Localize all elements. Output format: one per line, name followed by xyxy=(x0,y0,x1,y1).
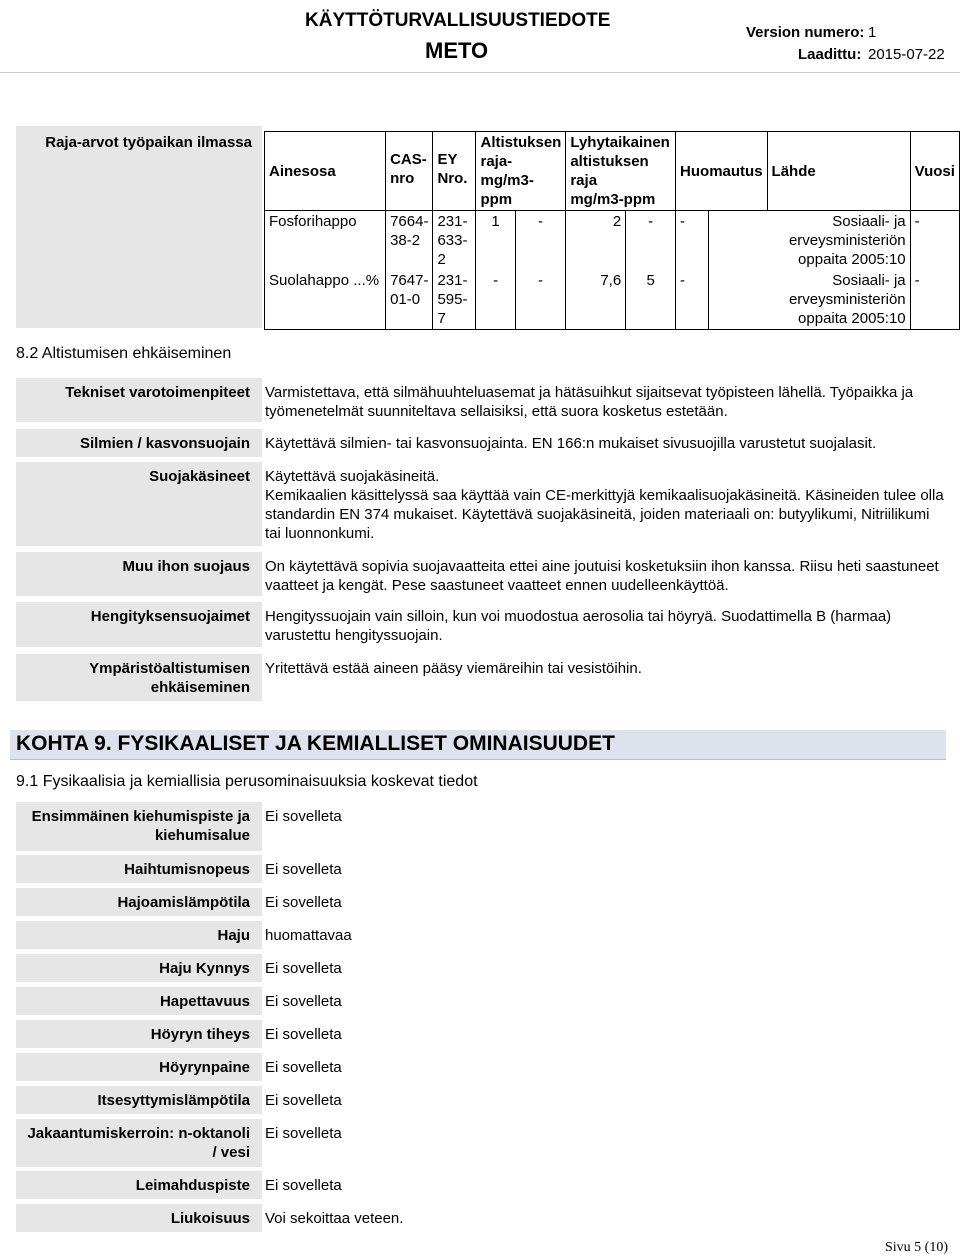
row-short-ppm: - xyxy=(626,211,676,271)
col-cas: CAS- nro xyxy=(386,132,433,211)
col-lyhytaikainen: Lyhytaikainen altistuksen raja mg/m3-ppm xyxy=(566,132,676,211)
property-value: Ei sovelleta xyxy=(265,1125,342,1142)
property-label: Hapettavuus xyxy=(16,987,262,1015)
row-ey: 231- 595- 7 xyxy=(433,270,476,330)
table-row xyxy=(265,270,960,330)
property-label: Haju Kynnys xyxy=(16,954,262,982)
version-value: 1 xyxy=(868,24,877,41)
table-row xyxy=(265,211,960,271)
page-number: Sivu 5 (10) xyxy=(885,1240,948,1255)
row-ey: 231- 633- 2 xyxy=(433,211,476,271)
property-value: Ei sovelleta xyxy=(265,861,342,878)
property-value: Ei sovelleta xyxy=(265,993,342,1010)
date-value: 2015-07-22 xyxy=(868,46,945,63)
list-item xyxy=(16,602,946,647)
property-value: Ei sovelleta xyxy=(265,1092,342,1109)
property-label: Ensimmäinen kiehumispiste ja kiehumisalue xyxy=(16,802,262,851)
protection-value: Käytettävä silmien- tai kasvonsuojainta. EN 166:n mukaiset sivusuojilla varustetut suojalasit. xyxy=(265,435,877,452)
property-value: Ei sovelleta xyxy=(265,894,342,911)
row-cas: 7647- 01-0 xyxy=(386,270,433,330)
header-divider xyxy=(0,72,960,73)
row-source: Sosiaali- ja erveysministeriön oppaita 2005:10 xyxy=(708,211,910,271)
property-label: Haihtumisnopeus xyxy=(16,855,262,883)
section-9-heading: KOHTA 9. FYSIKAALISET JA KEMIALLISET OMINAISUUDET xyxy=(10,730,946,760)
list-item xyxy=(16,654,946,701)
product-name: METO xyxy=(425,38,489,63)
col-huomautus: Huomautus xyxy=(676,132,768,211)
row-alt-mg: - xyxy=(476,270,515,330)
col-ainesosa: Ainesosa xyxy=(265,132,386,211)
protection-label: Hengityksensuojaimet xyxy=(16,602,262,647)
row-short-ppm: 5 xyxy=(626,270,676,330)
protection-value: Käytettävä suojakäsineitä. Kemikaalien käsittelyssä saa käyttää vain CE-merkittyjä kemikaalisuojakäsineitä. Käsineiden tulee olla standardin EN 374 mukaiset. Käytettävä suojakäsineitä, joiden materiaali on: butyylikumi, Nitriilikumi tai luonnonkumi. xyxy=(265,468,944,542)
property-value: Ei sovelleta xyxy=(265,808,342,825)
list-item xyxy=(16,429,946,457)
limits-label: Raja-arvot työpaikan ilmassa xyxy=(16,126,262,328)
property-label: Jakaantumiskerroin: n-oktanoli / vesi xyxy=(16,1119,262,1167)
protection-value: On käytettävä sopivia suojavaatteita ettei aine joutuisi kosketuksiin ihon kanssa. Riisu heti saastuneet vaatteet ja kengät. Pese saastuneet vaatteet ennen uudelleenkäyttöä. xyxy=(265,558,939,594)
list-item xyxy=(16,378,946,422)
col-lahde: Lähde xyxy=(767,132,910,211)
list-item xyxy=(16,552,946,596)
property-value: Voi sekoittaa veteen. xyxy=(265,1210,404,1227)
row-alt-mg: 1 xyxy=(476,211,515,271)
property-label: Höyrynpaine xyxy=(16,1053,262,1081)
list-item xyxy=(16,462,946,546)
protection-label: Silmien / kasvonsuojain xyxy=(16,429,262,457)
property-label: Leimahduspiste xyxy=(16,1171,262,1199)
row-name: Fosforihappo xyxy=(265,211,386,271)
date-label: Laadittu: xyxy=(798,46,862,63)
protection-label: Suojakäsineet xyxy=(16,462,262,546)
property-value: Ei sovelleta xyxy=(265,1026,342,1043)
row-note: - xyxy=(676,211,709,271)
col-ey: EY Nro. xyxy=(433,132,476,211)
row-year: - xyxy=(910,211,959,271)
property-value: Ei sovelleta xyxy=(265,1059,342,1076)
row-year: - xyxy=(910,270,959,330)
col-altistuksen-raja: Altistuksen raja- mg/m3- ppm xyxy=(476,132,566,211)
row-short-mg: 7,6 xyxy=(566,270,626,330)
property-label: Itsesyttymislämpötila xyxy=(16,1086,262,1114)
document-title: KÄYTTÖTURVALLISUUSTIEDOTE xyxy=(305,10,611,31)
protection-label: Tekniset varotoimenpiteet xyxy=(16,378,262,422)
property-label: Haju xyxy=(16,921,262,949)
row-alt-ppm: - xyxy=(515,211,566,271)
limits-header-row xyxy=(265,132,960,211)
row-note: - xyxy=(676,270,709,330)
property-label: Liukoisuus xyxy=(16,1204,262,1232)
section-9-1-heading: 9.1 Fysikaalisia ja kemiallisia perusominaisuuksia koskevat tiedot xyxy=(16,773,478,790)
col-vuosi: Vuosi xyxy=(910,132,959,211)
row-cas: 7664- 38-2 xyxy=(386,211,433,271)
protection-value: Hengityssuojain vain silloin, kun voi muodostua aerosolia tai höyryä. Suodattimella B (harmaa) varustettu hengityssuojain. xyxy=(265,608,892,644)
protection-label: Ympäristöaltistumisen ehkäiseminen xyxy=(16,654,262,701)
row-alt-ppm: - xyxy=(515,270,566,330)
protection-value: Varmistettava, että silmähuuhteluasemat ja hätäsuihkut sijaitsevat työpisteen lähellä. Työpaikka ja työmenetelmät suunniteltava sellaisiksi, että suora kosketus estetään. xyxy=(265,384,914,420)
version-label: Version numero: xyxy=(746,24,865,41)
protection-label: Muu ihon suojaus xyxy=(16,552,262,596)
property-value: Ei sovelleta xyxy=(265,1177,342,1194)
section-8-2-heading: 8.2 Altistumisen ehkäiseminen xyxy=(16,345,232,362)
row-name: Suolahappo ...% xyxy=(265,270,386,330)
property-value: huomattavaa xyxy=(265,927,352,944)
row-source: Sosiaali- ja erveysministeriön oppaita 2005:10 xyxy=(708,270,910,330)
property-label: Hajoamislämpötila xyxy=(16,888,262,916)
property-value: Ei sovelleta xyxy=(265,960,342,977)
row-short-mg: 2 xyxy=(566,211,626,271)
protection-value: Yritettävä estää aineen pääsy viemäreihin tai vesistöihin. xyxy=(265,660,642,677)
property-label: Höyryn tiheys xyxy=(16,1020,262,1048)
limits-table xyxy=(264,131,960,330)
